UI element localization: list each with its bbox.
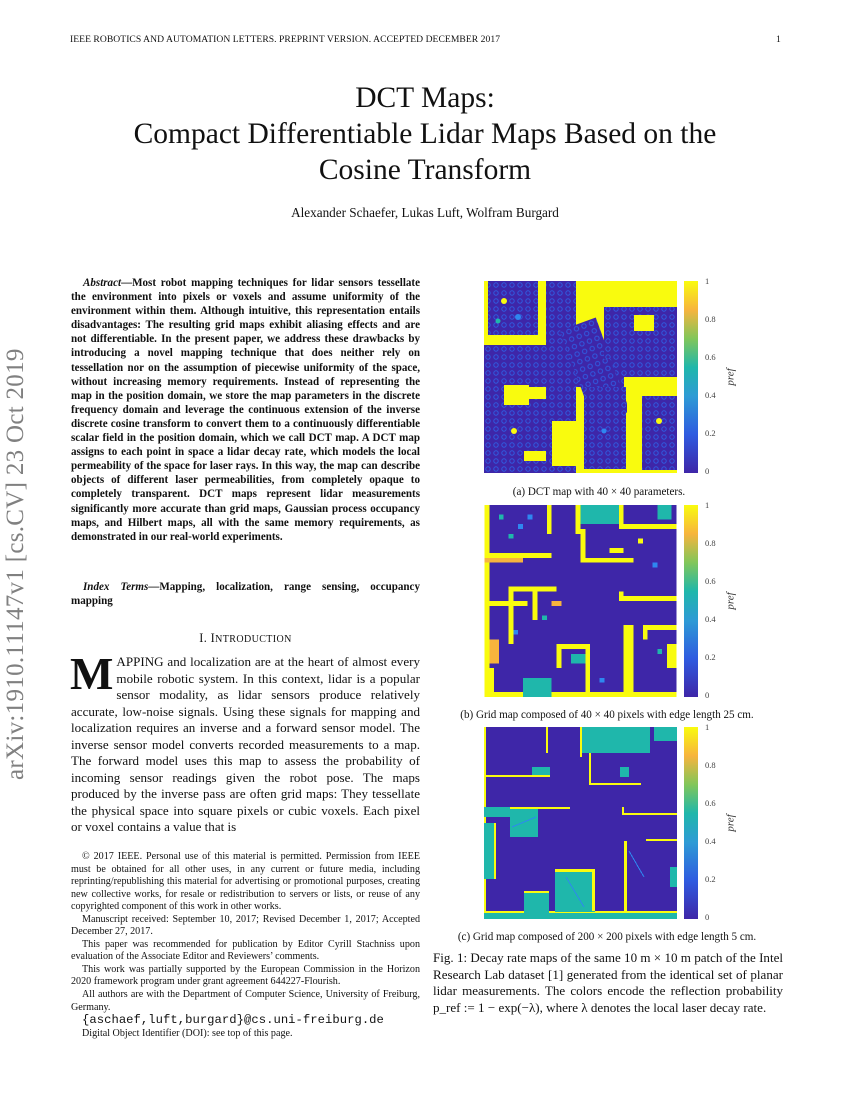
colorbar-a bbox=[684, 281, 698, 473]
figure-b-map bbox=[484, 505, 677, 697]
index-terms bbox=[71, 580, 420, 608]
caption-c: (c) Grid map composed of 200 × 200 pixels with edge length 5 cm. bbox=[457, 931, 757, 943]
colorbar-b-tick: 0.6 bbox=[705, 576, 716, 586]
figure-a-map bbox=[484, 281, 677, 473]
colorbar-c-tick: 0.8 bbox=[705, 760, 716, 770]
intro-lead: APPING bbox=[116, 654, 164, 669]
colorbar-c-tick: 0.4 bbox=[705, 836, 716, 846]
intro-text: and localization are at the heart of almost every mobile robotic system. In this context, lidar is a popular sensor modality, as lidar sensors produce relatively accurate, low-noise signals. Using these signals for mapping and localization requires an inverse and a forward sensor model. The inverse sensor model converts recorded measurements to a map. The forward model uses this map to assess the probability of incoming sensor readings given the robot pose. The maps produced by the inverse pass are often grid maps: They tessellate the physical space into square pixels or cubic voxels. Each pixel or voxel contains a value that is bbox=[71, 654, 420, 835]
colorbar-c-tick: 1 bbox=[705, 722, 710, 732]
authors: Alexander Schaefer, Lukas Luft, Wolfram Burgard bbox=[291, 205, 559, 220]
caption-b: (b) Grid map composed of 40 × 40 pixels with edge length 25 cm. bbox=[460, 709, 754, 721]
page-number: 1 bbox=[776, 34, 781, 45]
abstract bbox=[71, 276, 420, 544]
colorbar-a-tick: 0.6 bbox=[705, 352, 716, 362]
footnote-affiliation: All authors are with the Department of Computer Science, University of Freiburg, Germany. bbox=[71, 989, 420, 1013]
colorbar-b bbox=[684, 505, 698, 697]
caption-a: (a) DCT map with 40 × 40 parameters. bbox=[512, 486, 686, 498]
colorbar-c bbox=[684, 727, 698, 919]
footnotes bbox=[71, 851, 420, 1040]
footnote-manuscript: Manuscript received: September 10, 2017; Revised December 1, 2017; Accepted December 27, 2017. bbox=[71, 913, 420, 938]
colorbar-b-label: pref bbox=[724, 592, 737, 610]
footnote-funding: This work was partially supported by the European Commission in the Horizon 2020 framework program under grant agreement 644227-Flourish. bbox=[71, 963, 420, 988]
colorbar-a-tick: 0.8 bbox=[705, 314, 716, 324]
index-terms-text: —Mapping, localization, range sensing, occupancy mapping bbox=[71, 581, 420, 608]
running-head: IEEE ROBOTICS AND AUTOMATION LETTERS. PREPRINT VERSION. ACCEPTED DECEMBER 2017 bbox=[70, 34, 501, 45]
colorbar-b-tick: 0.2 bbox=[705, 652, 716, 662]
colorbar-b-tick: 1 bbox=[705, 500, 710, 510]
colorbar-a-tick: 0.2 bbox=[705, 428, 716, 438]
colorbar-a-tick: 1 bbox=[705, 276, 710, 286]
abstract-label: Abstract bbox=[83, 277, 122, 289]
section-first-letter: I bbox=[210, 631, 216, 645]
figure-c-map bbox=[484, 727, 677, 919]
footnote-editor: This paper was recommended for publication by Editor Cyrill Stachniss upon evaluation of the Associate Editor and Reviewers’ comments. bbox=[71, 938, 420, 963]
colorbar-b-tick: 0.8 bbox=[705, 538, 716, 548]
section-heading bbox=[71, 631, 420, 646]
figure-1-caption: Fig. 1: Decay rate maps of the same 10 m × 10 m patch of the Intel Research Lab dataset [1] generated from the identical set of planar lidar measurements. The colors encode the reflection probability p_ref := 1 − exp(−λ), where λ denotes the local laser decay rate. bbox=[433, 950, 783, 1015]
abstract-text: —Most robot mapping techniques for lidar sensors tessellate the environment into pixels or voxels and assume uniformity of the environment within them. Although intuitive, this representation entails disadvantages: The resulting grid maps exhibit aliasing effects and are not differentiable. In the present paper, we address these drawbacks by introducing a novel mapping technique that does neither rely on tessellation nor on the assumption of piecewise uniformity of the space, without increasing memory requirements. Instead of representing the map in the position domain, we store the map parameters in the discrete frequency domain and leverage the continuous extension of the inverse discrete cosine transform to convert them to a continuously differentiable scalar field in the position domain, which we call DCT map. A DCT map assigns to each point in space a lidar decay rate, which models the local permeability of the space for laser rays. In this way, the map can describe objects of different laser permeabilities, from completely opaque to completely transparent. DCT maps represent lidar measurements significantly more accurate than grid maps, Gaussian process occupancy maps, and Hilbert maps, all with the same memory requirements, as demonstrated in our real-world experiments. bbox=[71, 277, 420, 543]
colorbar-a-tick: 0 bbox=[705, 466, 710, 476]
index-terms-label: Index Terms bbox=[83, 581, 149, 593]
colorbar-b-tick: 0.4 bbox=[705, 614, 716, 624]
arxiv-stamp: arXiv:1910.11147v1 [cs.CV] 23 Oct 2019 bbox=[2, 348, 29, 780]
colorbar-a-label: pref bbox=[724, 368, 737, 386]
footnote-copyright: © 2017 IEEE. Personal use of this material is permitted. Permission from IEEE must be obtained for all other uses, in any current or future media, including reprinting/republishing this material for advertising or promotional purposes, creating new collective works, for resale or redistribution to servers or lists, or reuse of any copyrighted component of this work in other works. bbox=[71, 851, 420, 913]
colorbar-c-tick: 0.2 bbox=[705, 874, 716, 884]
colorbar-a-tick: 0.4 bbox=[705, 390, 716, 400]
paper-title bbox=[0, 80, 850, 188]
colorbar-c-tick: 0 bbox=[705, 912, 710, 922]
title-line-3: Cosine Transform bbox=[318, 154, 532, 186]
colorbar-c-tick: 0.6 bbox=[705, 798, 716, 808]
dropcap: M bbox=[70, 648, 114, 699]
footnote-emails: {aschaef,luft,burgard}@cs.uni-freiburg.de bbox=[82, 1013, 384, 1028]
colorbar-c-label: pref bbox=[724, 814, 737, 832]
section-numeral: I. bbox=[199, 631, 211, 645]
intro-paragraph bbox=[70, 648, 420, 836]
colorbar-b-tick: 0 bbox=[705, 690, 710, 700]
footnote-doi: Digital Object Identifier (DOI): see top of this page. bbox=[82, 1027, 293, 1039]
title-line-2: Compact Differentiable Lidar Maps Based on the bbox=[133, 118, 717, 150]
title-line-1: DCT Maps: bbox=[355, 82, 495, 114]
section-rest: NTRODUCTION bbox=[215, 634, 292, 645]
